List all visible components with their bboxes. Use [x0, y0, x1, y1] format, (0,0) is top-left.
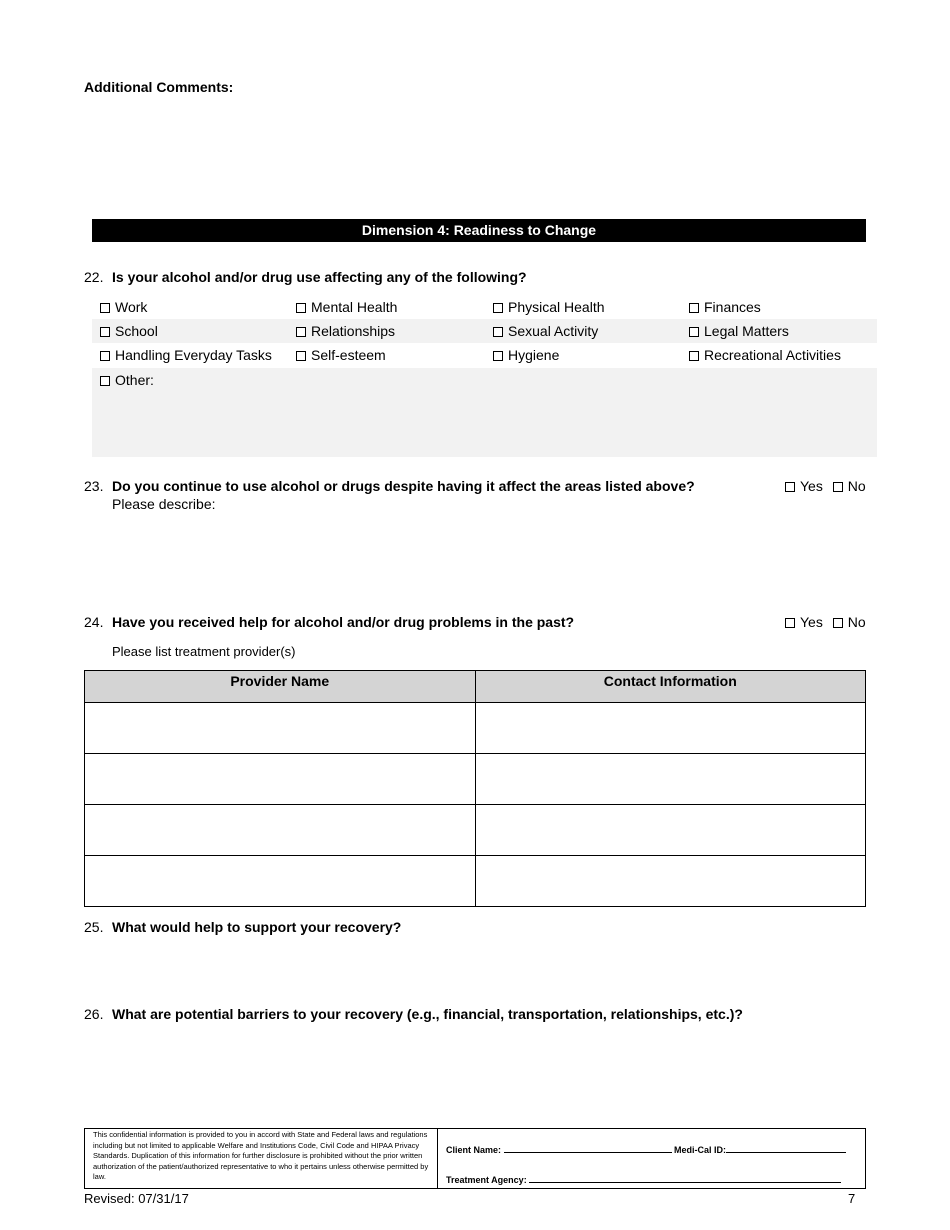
option-relationships[interactable]: Relationships	[296, 319, 395, 343]
question-25-text: What would help to support your recovery?	[112, 919, 402, 935]
options-row-3	[92, 343, 877, 367]
provider-name-cell[interactable]	[85, 856, 476, 907]
option-other[interactable]: Other:	[100, 368, 154, 392]
option-mental-health[interactable]: Mental Health	[296, 295, 397, 319]
provider-name-cell[interactable]	[85, 754, 476, 805]
checkbox[interactable]	[493, 351, 503, 361]
option-finances[interactable]: Finances	[689, 295, 761, 319]
checkbox[interactable]	[100, 303, 110, 313]
yes-option[interactable]: Yes	[785, 478, 823, 494]
checkbox[interactable]	[100, 376, 110, 386]
table-header-row	[85, 671, 866, 703]
question-24-text: Have you received help for alcohol and/or drug problems in the past?	[112, 614, 575, 630]
page-number: 7	[848, 1191, 856, 1206]
checkbox[interactable]	[689, 327, 699, 337]
checkbox[interactable]	[100, 351, 110, 361]
confidentiality-notice: This confidential information is provided to you in accord with State and Federal laws and regulations including but not limited to applicable Welfare and Institutions Code, Civil Code and HIPAA Privacy Standards. Duplication of this information for further disclosure is prohibited without the prior written authorization of the patient/authorized representative to who it pertains unless otherwise permitted by law.	[85, 1129, 438, 1188]
table-row	[85, 856, 866, 907]
question-22-text: Is your alcohol and/or drug use affecting any of the following?	[112, 269, 527, 285]
question-23-subtext: Please describe:	[112, 496, 216, 512]
checkbox[interactable]	[296, 303, 306, 313]
option-recreational-activities[interactable]: Recreational Activities	[689, 343, 841, 367]
footer-box	[84, 1128, 866, 1189]
contact-information-cell[interactable]	[475, 805, 866, 856]
option-hygiene[interactable]: Hygiene	[493, 343, 559, 367]
checkbox[interactable]	[493, 303, 503, 313]
question-number: 22.	[84, 269, 104, 285]
contact-information-cell[interactable]	[475, 703, 866, 754]
contact-information-cell[interactable]	[475, 856, 866, 907]
provider-name-cell[interactable]	[85, 805, 476, 856]
yes-option[interactable]: Yes	[785, 614, 823, 630]
question-number: 25.	[84, 919, 104, 935]
question-number: 23.	[84, 478, 104, 494]
additional-comments-label: Additional Comments:	[84, 79, 234, 95]
checkbox[interactable]	[833, 618, 843, 628]
no-option[interactable]: No	[833, 478, 866, 494]
question-26-text: What are potential barriers to your recovery (e.g., financial, transportation, relationships, etc.)?	[112, 1006, 743, 1022]
section-header: Dimension 4: Readiness to Change	[92, 219, 866, 242]
checkbox[interactable]	[833, 482, 843, 492]
provider-name-cell[interactable]	[85, 703, 476, 754]
question-number: 26.	[84, 1006, 104, 1022]
table-row	[85, 754, 866, 805]
contact-information-cell[interactable]	[475, 754, 866, 805]
yes-no-24	[785, 614, 866, 630]
option-legal-matters[interactable]: Legal Matters	[689, 319, 789, 343]
question-number: 24.	[84, 614, 104, 630]
options-row-2	[92, 319, 877, 343]
checkbox[interactable]	[785, 618, 795, 628]
options-row-1	[92, 295, 877, 319]
checkbox[interactable]	[296, 327, 306, 337]
checkbox[interactable]	[296, 351, 306, 361]
provider-name-header: Provider Name	[85, 671, 476, 703]
no-option[interactable]: No	[833, 614, 866, 630]
table-row	[85, 805, 866, 856]
option-physical-health[interactable]: Physical Health	[493, 295, 605, 319]
table-row	[85, 703, 866, 754]
providers-table	[84, 670, 866, 907]
option-self-esteem[interactable]: Self-esteem	[296, 343, 386, 367]
option-handling-everyday-tasks[interactable]: Handling Everyday Tasks	[100, 343, 272, 367]
checkbox[interactable]	[785, 482, 795, 492]
checkbox[interactable]	[100, 327, 110, 337]
yes-no-23	[785, 478, 866, 494]
client-name-field[interactable]: Client Name: Medi-Cal ID:	[446, 1144, 846, 1155]
checkbox[interactable]	[493, 327, 503, 337]
contact-information-header: Contact Information	[475, 671, 866, 703]
checkbox[interactable]	[689, 303, 699, 313]
question-23-text: Do you continue to use alcohol or drugs despite having it affect the areas listed above?	[112, 478, 695, 494]
checkbox[interactable]	[689, 351, 699, 361]
option-work[interactable]: Work	[100, 295, 147, 319]
revised-date: Revised: 07/31/17	[84, 1191, 189, 1206]
other-input-area[interactable]	[92, 368, 877, 457]
treatment-agency-field[interactable]: Treatment Agency:	[446, 1174, 841, 1185]
question-24-subtext: Please list treatment provider(s)	[112, 644, 296, 659]
option-school[interactable]: School	[100, 319, 158, 343]
option-sexual-activity[interactable]: Sexual Activity	[493, 319, 598, 343]
